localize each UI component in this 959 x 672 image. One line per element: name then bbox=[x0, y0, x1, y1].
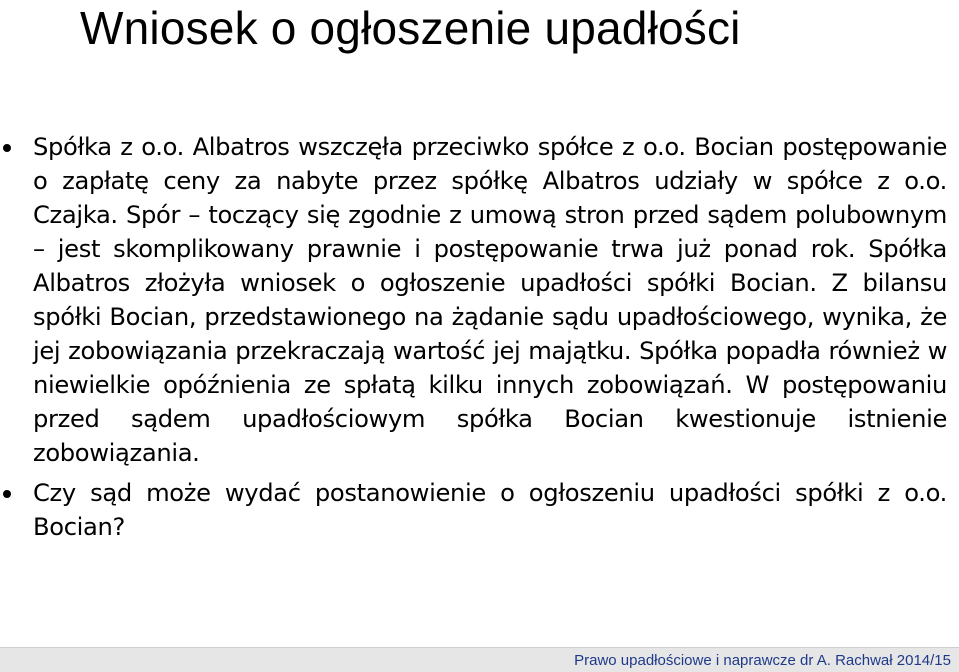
bullet-dot-icon bbox=[3, 144, 11, 152]
bullet-list bbox=[33, 130, 947, 544]
bullet-item bbox=[33, 476, 947, 544]
footer-text: Prawo upadłościowe i naprawcze dr A. Rachwał 2014/15 bbox=[574, 652, 951, 669]
bullet-dot-icon bbox=[3, 490, 11, 498]
slide-title: Wniosek o ogłoszenie upadłości bbox=[80, 2, 741, 54]
bullet-text: Czy sąd może wydać postanowienie o ogłoszeniu upadłości spółki z o.o. Bocian? bbox=[33, 479, 947, 541]
slide-footer bbox=[0, 647, 959, 672]
bullet-item bbox=[33, 130, 947, 470]
bullet-text: Spółka z o.o. Albatros wszczęła przeciwko spółce z o.o. Bocian postępowanie o zapłatę ceny za nabyte przez spółkę Albatros udziały w spółce z o.o. Czajka. Spór – toczący się zgodnie z umową stron przed sądem polubownym – jest skomplikowany prawnie i postępowanie trwa już ponad rok. Spółka Albatros złożyła wniosek o ogłoszenie upadłości spółki Bocian. Z bilansu spółki Bocian, przedstawionego na żądanie sądu upadłościowego, wynika, że jej zobowiązania przekraczają wartość jej majątku. Spółka popadła również w niewielkie opóźnienia ze spłatą kilku innych zobowiązań. W postępowaniu przed sądem upadłościowym spółka Bocian kwestionuje istnienie zobowiązania. bbox=[33, 133, 947, 467]
